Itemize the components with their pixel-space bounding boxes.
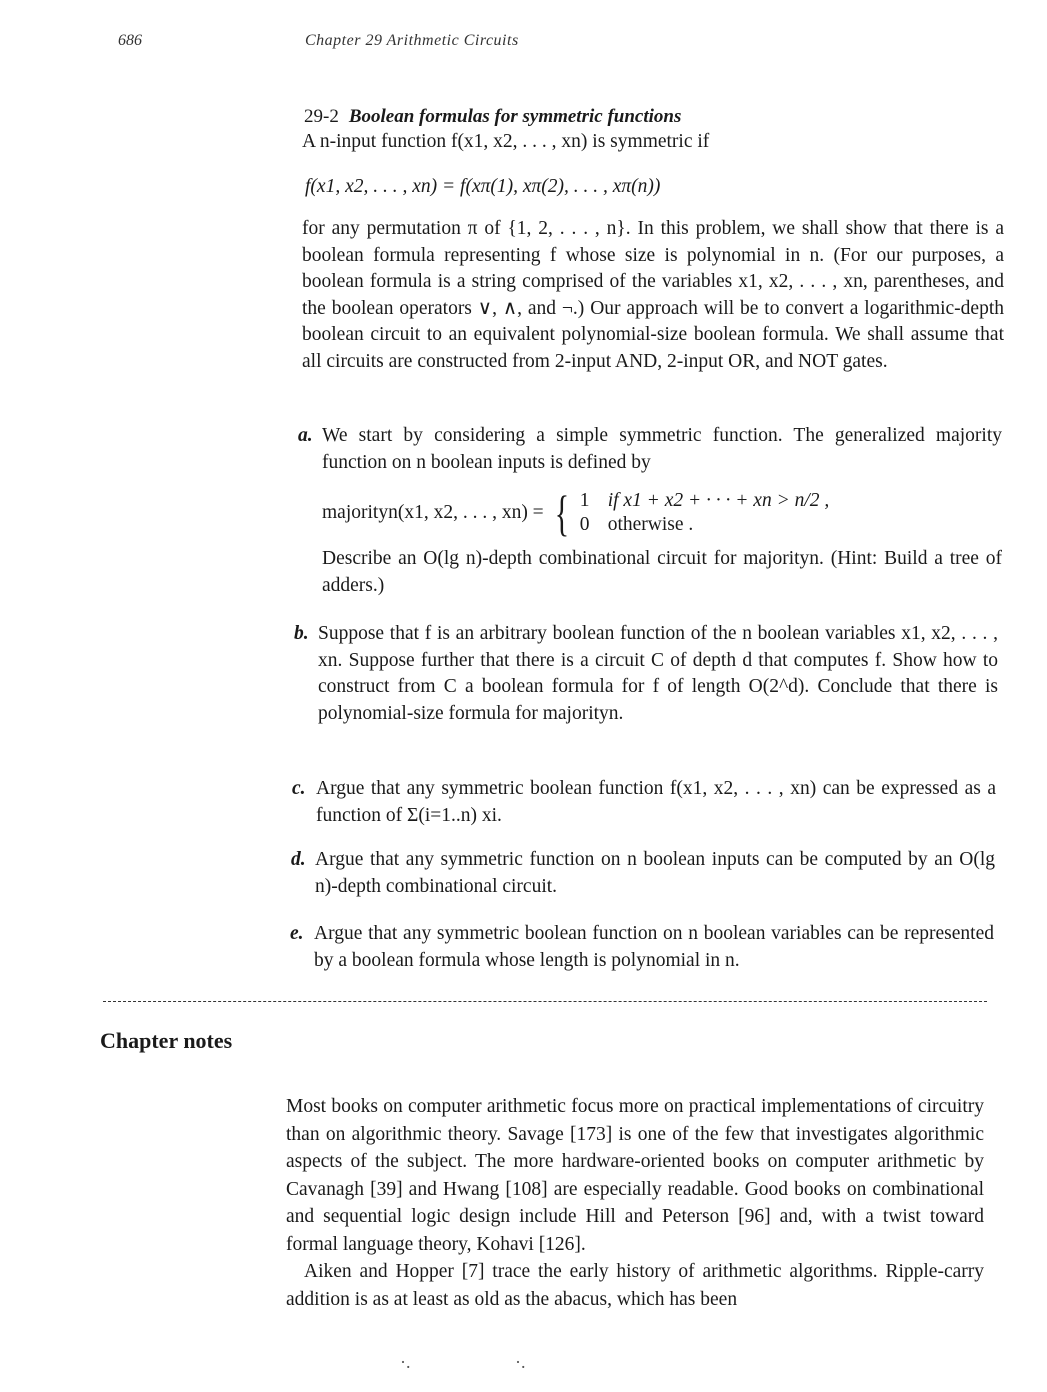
- formula-lhs: majorityn(x1, x2, . . . , xn) =: [322, 501, 544, 523]
- formula-cases: [580, 489, 830, 537]
- item-e: [290, 921, 994, 974]
- case-value: 1: [579, 490, 590, 511]
- chapter-notes-heading: Chapter notes: [100, 1028, 233, 1053]
- problem-heading: [304, 106, 681, 128]
- problem-number: 29-2: [304, 106, 339, 127]
- item-text: Describe an O(lg n)-depth combinational circuit for majorityn. (Hint: Build a tree of adders.): [322, 548, 1002, 596]
- notes-paragraph: Aiken and Hopper [7] trace the early history of arithmetic algorithms. Ripple-carry addition is as at least as old as the abacus, which has been: [286, 1261, 984, 1310]
- item-label: d.: [291, 849, 306, 870]
- brace-symbol: {: [554, 485, 569, 541]
- item-text: Argue that any symmetric boolean function f(x1, x2, . . . , xn) can be expressed as a function of Σ(i=1..n) xi.: [316, 778, 996, 826]
- item-a: [298, 423, 1002, 599]
- problem-paragraph: for any permutation π of {1, 2, . . . , n}. In this problem, we shall show that there is a boolean formula representing f whose size is polynomial in n. (For our purposes, a boolean formula is a string comprised of the variables x1, x2, . . . , xn, parentheses, and the boolean operators ∨, ∧, and ¬.) Our approach will be to convert a logarithmic-depth boolean circuit to an equivalent polynomial-size boolean formula. We shall assume that all circuits are constructed from 2-input AND, 2-input OR, and NOT gates.: [302, 218, 1004, 372]
- item-label: e.: [290, 923, 304, 944]
- case-condition: otherwise .: [607, 514, 694, 535]
- case-value: 0: [579, 514, 590, 535]
- item-label: a.: [298, 425, 313, 446]
- problem-intro: A n-input function f(x1, x2, . . . , xn) is symmetric if: [302, 131, 710, 152]
- case-condition: if x1 + x2 + · · · + xn > n/2 ,: [607, 490, 830, 511]
- item-label: c.: [292, 778, 306, 799]
- notes-paragraph: Most books on computer arithmetic focus more on practical implementations of circuitry than on algorithmic theory. Savage [173] is one of the few that investigates algorithmic aspects of the subject. The more hardware-oriented books on computer arithmetic by Cavanagh [39] and Hwang [108] are especially readable. Good books on combinational and sequential logic design include Hill and Peterson [96] and, with a twist toward formal language theory, Kohavi [126].: [286, 1096, 984, 1255]
- item-text: Suppose that f is an arbitrary boolean function of the n boolean variables x1, x2, . . . , xn. Suppose further that there is a circuit C of depth d that computes f. Show how to construct from C a boolean formula for f of length O(2^d). Conclude that there is polynomial-size formula for majorityn.: [318, 623, 998, 724]
- item-text: Argue that any symmetric function on n boolean inputs can be computed by an O(lg n)-depth combinational circuit.: [315, 849, 995, 897]
- scan-marks: ·. ·.: [400, 1352, 526, 1372]
- item-text: We start by considering a simple symmetric function. The generalized majority function on n boolean inputs is defined by: [322, 425, 1002, 473]
- item-b: [294, 621, 998, 727]
- problem-title: Boolean formulas for symmetric functions: [348, 106, 682, 127]
- symmetry-equation: f(x1, x2, . . . , xn) = f(xπ(1), xπ(2), . . . , xπ(n)): [305, 176, 661, 197]
- section-rule: [103, 1001, 987, 1002]
- item-d: [291, 847, 995, 900]
- item-c: [292, 776, 996, 829]
- page-number: 686: [118, 32, 142, 49]
- item-label: b.: [294, 623, 309, 644]
- chapter-notes-body: [286, 1093, 984, 1313]
- running-head: Chapter 29 Arithmetic Circuits: [305, 32, 519, 49]
- item-text: Argue that any symmetric boolean function on n boolean variables can be represented by a boolean formula whose length is polynomial in n.: [314, 923, 994, 971]
- majority-formula: [322, 485, 1002, 541]
